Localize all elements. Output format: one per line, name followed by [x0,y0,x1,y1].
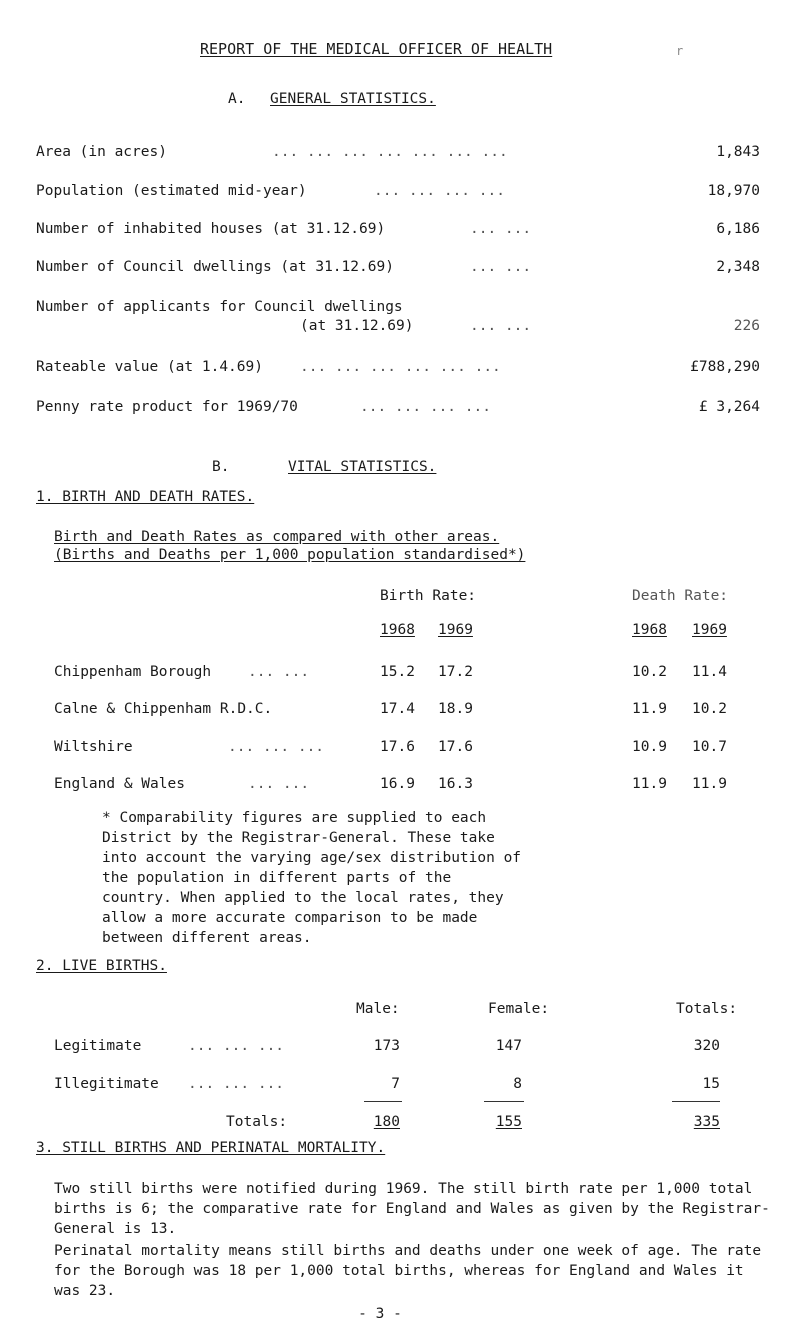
birth-death-subheading-note: (Births and Deaths per 1,000 population standardised*) [54,547,526,563]
rate-row-death-1969: 10.2 [692,701,727,717]
rate-row-birth-1968: 17.6 [380,739,415,755]
birth-year-1969: 1969 [438,622,473,638]
death-year-1968: 1968 [632,622,667,638]
rate-row-area: Calne & Chippenham R.D.C. [54,701,273,717]
live-births-row-label: Legitimate [54,1038,142,1054]
stat-dots-council-dwellings: ... ... [470,259,532,275]
totals-rule-female [484,1101,524,1102]
stat-label-penny-rate: Penny rate product for 1969/70 [36,399,298,415]
section-b-title: VITAL STATISTICS. [288,459,437,475]
rate-row-birth-1968: 17.4 [380,701,415,717]
rate-row-death-1968: 10.9 [632,739,667,755]
stat-label-applicants-date: (at 31.12.69) [300,318,414,334]
margin-mark: r [676,44,684,58]
totals-rule-male [364,1101,402,1102]
live-births-total-female: 155 [495,1114,522,1130]
rate-row-birth-1969: 16.3 [438,776,473,792]
rate-row-death-1969: 11.9 [692,776,727,792]
stat-value-population: 18,970 [707,183,760,199]
birth-death-subheading: Birth and Death Rates as compared with other areas. [54,529,500,545]
section-b-letter: B. [212,459,230,475]
live-births-totals-label: Totals: [226,1114,288,1130]
rate-row-area: England & Wales [54,776,185,792]
death-rate-header: Death Rate: [632,588,729,604]
page-number: - 3 - [358,1306,402,1322]
rate-row-death-1969: 10.7 [692,739,727,755]
stat-value-penny-rate: £ 3,264 [698,399,760,415]
stat-label-population: Population (estimated mid-year) [36,183,307,199]
rate-row-dots: ... ... [248,664,310,680]
live-births-row-female: 8 [513,1076,522,1092]
death-year-1969: 1969 [692,622,727,638]
perinatal-paragraph: Perinatal mortality means still births and deaths under one week of age. The rate for the Borough was 18 per 1,000 total births, whereas for England and Wales it was 23. [54,1243,762,1299]
live-births-row-total: 15 [702,1076,720,1092]
stat-dots-applicants: ... ... [470,318,532,334]
rate-row-birth-1968: 15.2 [380,664,415,680]
live-births-total-all: 335 [693,1114,720,1130]
birth-year-1968: 1968 [380,622,415,638]
rate-row-death-1968: 10.2 [632,664,667,680]
stillbirths-heading: 3. STILL BIRTHS AND PERINATAL MORTALITY. [36,1140,386,1156]
rate-row-area: Wiltshire [54,739,133,755]
stillbirths-paragraph: Two still births were notified during 1969. The still birth rate per 1,000 total births is 6; the comparative rate for England and Wales as given by the Registrar-General is 13. [54,1181,770,1237]
stat-label-houses: Number of inhabited houses (at 31.12.69) [36,221,386,237]
stat-value-houses: 6,186 [716,221,760,237]
rate-row-death-1968: 11.9 [632,701,667,717]
live-births-row-male: 173 [373,1038,400,1054]
live-births-total-male: 180 [373,1114,400,1130]
live-births-col-totals: Totals: [676,1001,738,1017]
birth-rate-header: Birth Rate: [380,588,477,604]
stat-dots-penny-rate: ... ... ... ... [360,399,491,415]
section-a-title: GENERAL STATISTICS. [270,91,436,107]
live-births-row-dots: ... ... ... [188,1038,285,1054]
stat-value-council-dwellings: 2,348 [716,259,760,275]
live-births-row-total: 320 [693,1038,720,1054]
rate-row-death-1968: 11.9 [632,776,667,792]
comparability-footnote: * Comparability figures are supplied to each District by the Registrar-General. These take into account the varying age/sex distribution of the population in different parts of the country. When applied to the local rates, they allow a more accurate comparison to be made between different areas. [102,810,522,946]
birth-death-heading: 1. BIRTH AND DEATH RATES. [36,489,255,505]
rate-row-birth-1969: 17.6 [438,739,473,755]
rate-row-birth-1968: 16.9 [380,776,415,792]
live-births-col-female: Female: [488,1001,550,1017]
live-births-heading: 2. LIVE BIRTHS. [36,958,167,974]
live-births-row-female: 147 [495,1038,522,1054]
report-title: REPORT OF THE MEDICAL OFFICER OF HEALTH [200,40,553,58]
live-births-row-male: 7 [391,1076,400,1092]
rate-row-area: Chippenham Borough [54,664,212,680]
stat-label-council-dwellings: Number of Council dwellings (at 31.12.69) [36,259,394,275]
stat-label-applicants: Number of applicants for Council dwellings [36,299,403,315]
stat-value-applicants: 226 [733,318,760,334]
section-a-letter: A. [228,91,246,107]
live-births-row-dots: ... ... ... [188,1076,285,1092]
totals-rule-total [672,1101,720,1102]
stat-dots-rateable-value: ... ... ... ... ... ... [300,359,501,375]
stat-value-rateable-value: £788,290 [690,359,760,375]
stat-dots-population: ... ... ... ... [374,183,505,199]
rate-row-death-1969: 11.4 [692,664,727,680]
stat-label-rateable-value: Rateable value (at 1.4.69) [36,359,263,375]
stat-value-area: 1,843 [716,144,760,160]
rate-row-birth-1969: 18.9 [438,701,473,717]
rate-row-dots: ... ... ... [228,739,325,755]
stat-label-area: Area (in acres) [36,144,167,160]
rate-row-dots: ... ... [248,776,310,792]
stat-dots-houses: ... ... [470,221,532,237]
live-births-row-label: Illegitimate [54,1076,159,1092]
live-births-col-male: Male: [356,1001,400,1017]
stat-dots-area: ... ... ... ... ... ... ... [272,144,508,160]
rate-row-birth-1969: 17.2 [438,664,473,680]
